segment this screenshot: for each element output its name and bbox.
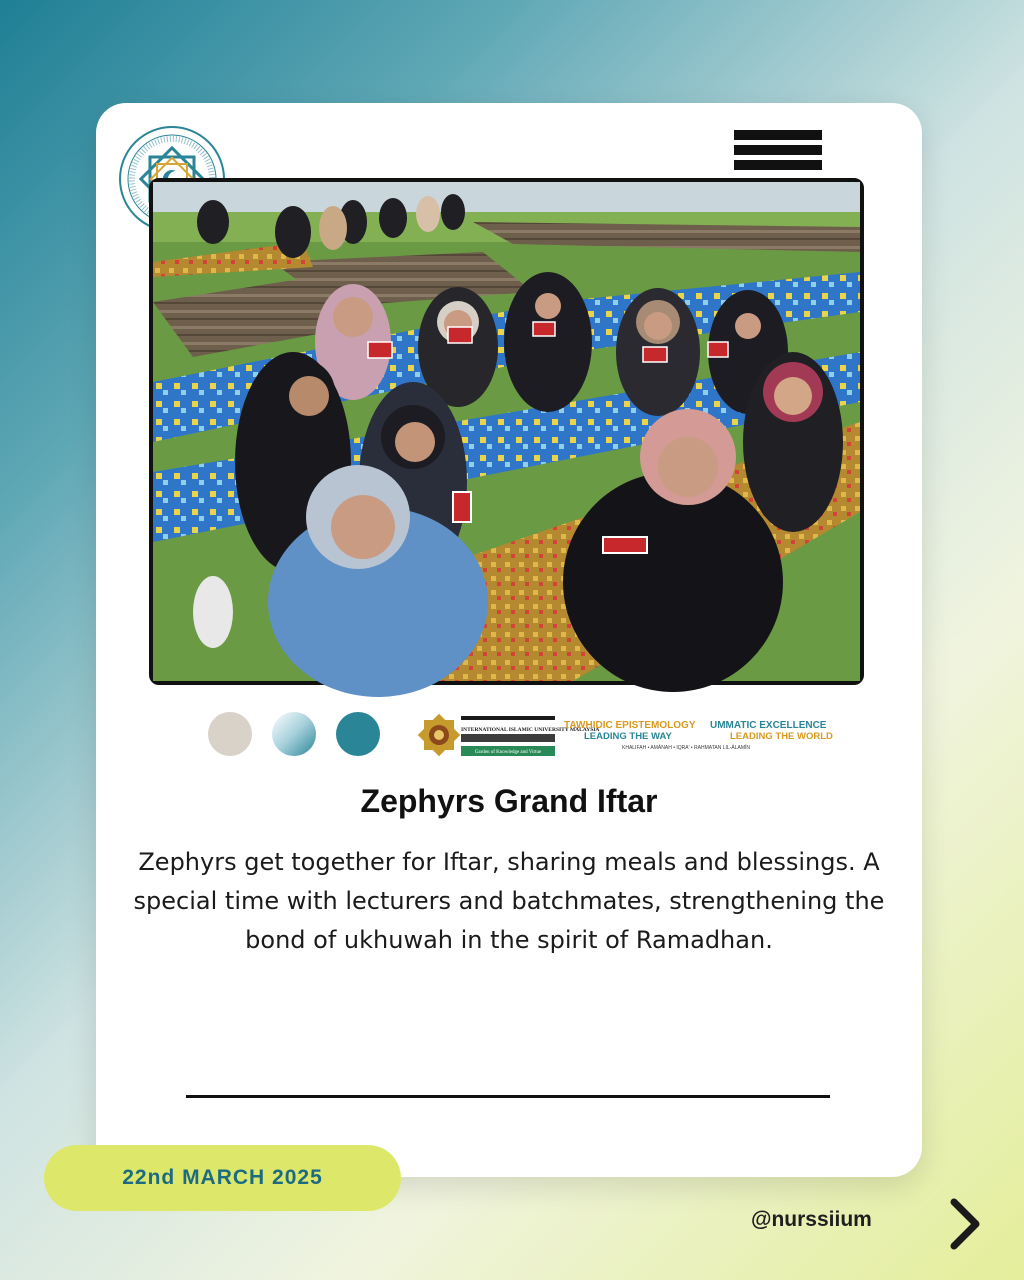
social-handle: @nurssiium [751, 1208, 872, 1231]
color-swatches [208, 712, 388, 756]
tagline-values: KHALIFAH • AMĀNAH • IQRA' • RAHMATAN LIL-ĀLAMĪN [622, 745, 750, 751]
iium-motto-text: Garden of Knowledge and Virtue [474, 750, 542, 755]
iium-logo [417, 712, 600, 758]
hamburger-menu-icon[interactable] [734, 130, 822, 170]
chevron-right-icon[interactable] [944, 1196, 986, 1252]
event-photo [149, 178, 864, 685]
tagline-left-sub: LEADING THE WAY [584, 731, 672, 742]
tagline-right-title: UMMATIC EXCELLENCE [710, 720, 827, 731]
post-title: Zephyrs Grand Iftar [360, 783, 658, 819]
iium-name-text: INTERNATIONAL ISLAMIC UNIVERSITY MALAYSIA [461, 727, 600, 733]
divider-line [186, 1095, 830, 1098]
tagline-left-title: TAWHIDIC EPISTEMOLOGY [564, 720, 696, 731]
post-description: Zephyrs get together for Iftar, sharing meals and blessings. A special time with lecturers and batchmates, strengthening the bond of ukhuwah in the spirit of Ramadhan. [133, 848, 885, 954]
swatch-teal [336, 712, 380, 756]
date-text: 22nd MARCH 2025 [122, 1166, 323, 1189]
tagline-block [562, 720, 852, 760]
swatch-light-teal [272, 712, 316, 756]
swatch-beige [208, 712, 252, 756]
date-badge [44, 1145, 401, 1211]
tagline-right-sub: LEADING THE WORLD [730, 731, 833, 742]
event-photo-illustration [153, 182, 860, 681]
